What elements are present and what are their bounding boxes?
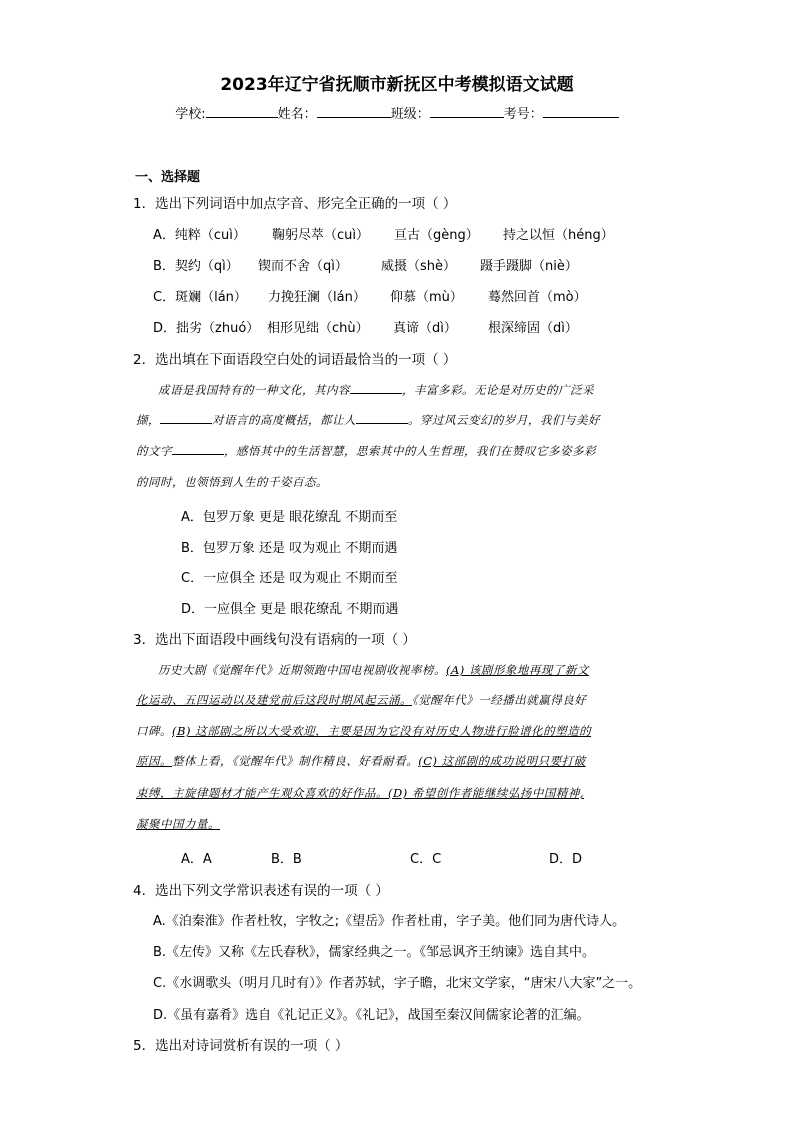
page-title: 2023年辽宁省抚顺市新抚区中考模拟语文试题 xyxy=(220,75,574,95)
name-label: 姓名： xyxy=(277,107,317,122)
q1-option-d-2: 相形见绌（chù） xyxy=(267,321,369,336)
q1-option-d-3: 真谛（dì） xyxy=(393,321,457,336)
q3-option-c: C．C xyxy=(410,852,442,867)
q3-passage-line-6: 凝聚中国力量。 xyxy=(136,817,220,831)
q3-passage-line-2: 化运动、五四运动以及建党前后这段时期风起云涌。《觉醒年代》一经播出就赢得良好 xyxy=(136,693,587,707)
exam-no-blank xyxy=(543,104,619,118)
question-1-stem: 1．选出下列词语中加点字音、形完全正确的一项（ ） xyxy=(133,196,457,212)
q1-option-b-3: 威摄（shè） xyxy=(381,259,457,274)
q2-passage-line-2: 撷， 对语言的高度概括，都让人 。穿过风云变幻的岁月，我们与美好 xyxy=(136,413,600,427)
student-info-line xyxy=(0,103,794,122)
q1-option-c-4: 蓦然回首（mò） xyxy=(488,290,587,305)
q4-option-d: D.《虽有嘉肴》选自《礼记正义》。《礼记》，战国至秦汉间儒家论著的汇编。 xyxy=(153,1008,590,1023)
q1-option-a-3: 亘古（gèng） xyxy=(394,228,479,243)
q3-passage-line-4: 原因。整体上看，《觉醒年代》制作精良、好看耐看。(C) 这部剧的成功说明只要打破 xyxy=(136,754,586,768)
q4-option-c: C.《水调歌头（明月几时有）》作者苏轼，字子瞻，北宋文学家，“唐宋八大家”之一。 xyxy=(153,976,642,991)
q1-option-a-1: A．纯粹（cuì） xyxy=(153,228,246,243)
q1-option-c-1: C．斑斓（lán） xyxy=(153,290,247,305)
q1-option-a-4: 持之以恒（héng） xyxy=(503,228,614,243)
q4-option-b: B.《左传》又称《左氏春秋》，儒家经典之一。《邹忌讽齐王纳谏》选自其中。 xyxy=(153,945,596,960)
school-label: 学校: xyxy=(175,107,206,122)
question-3-stem: 3．选出下面语段中画线句没有语病的一项（ ） xyxy=(133,632,416,648)
q2-option-b: B．包罗万象 还是 叹为观止 不期而遇 xyxy=(181,541,398,556)
passage-blank-2 xyxy=(160,412,212,424)
q1-option-b-4: 蹑手蹑脚（niè） xyxy=(480,259,578,274)
q2-option-d: D．一应俱全 更是 眼花缭乱 不期而遇 xyxy=(181,602,399,617)
q2-option-a: A．包罗万象 更是 眼花缭乱 不期而至 xyxy=(181,510,398,525)
q1-option-a-2: 鞠躬尽萃（cuì） xyxy=(272,228,369,243)
section-heading: 一、选择题 xyxy=(135,170,201,185)
passage-blank-4 xyxy=(172,443,224,455)
q2-option-c: C．一应俱全 还是 叹为观止 不期而至 xyxy=(181,571,398,586)
q3-passage-line-1: 历史大剧《觉醒年代》近期领跑中国电视剧收视率榜。(A) 该剧形象地再现了新文 xyxy=(158,663,589,677)
q3-option-b: B．B xyxy=(271,852,302,867)
q3-passage-line-5: 束缚，主旋律题材才能产生观众喜欢的好作品。(D) 希望创作者能继续弘扬中国精神, xyxy=(136,786,585,800)
q3-option-a: A．A xyxy=(181,852,212,867)
q4-option-a: A.《泊秦淮》作者杜牧，字牧之;《望岳》作者杜甫，字子美。他们同为唐代诗人。 xyxy=(153,914,626,929)
school-blank xyxy=(206,104,278,118)
q1-option-d-4: 根深缔固（dì） xyxy=(488,321,578,336)
question-2-stem: 2．选出填在下面语段空白处的词语最恰当的一项（ ） xyxy=(133,352,457,368)
q1-option-b-2: 锲而不舍（qì） xyxy=(258,259,348,274)
passage-blank-3 xyxy=(356,412,408,424)
q1-option-d-1: D．拙劣（zhuó） xyxy=(153,321,260,336)
class-blank xyxy=(430,104,504,118)
q2-passage-line-3: 的文字 ，感悟其中的生活智慧，思索其中的人生哲理，我们在赞叹它多姿多彩 xyxy=(136,444,596,458)
question-5-stem: 5．选出对诗词赏析有误的一项（ ） xyxy=(133,1038,349,1054)
name-blank xyxy=(317,104,391,118)
q1-option-c-2: 力挽狂澜（lán） xyxy=(268,290,366,305)
question-4-stem: 4．选出下列文学常识表述有误的一项（ ） xyxy=(133,883,389,899)
class-label: 班级： xyxy=(390,107,430,122)
q3-option-d: D．D xyxy=(549,852,583,867)
exam-no-label: 考号： xyxy=(503,107,543,122)
q1-option-c-3: 仰慕（mù） xyxy=(390,290,463,305)
q2-passage-line-1: 成语是我国特有的一种文化，其内容 ，丰富多彩。无论是对历史的广泛采 xyxy=(158,383,594,397)
q2-passage-line-4: 的同时，也领悟到人生的千姿百态。 xyxy=(136,475,328,489)
q3-passage-line-3: 口碑。(B) 这部剧之所以大受欢迎，主要是因为它没有对历史人物进行脸谱化的塑造的 xyxy=(136,724,592,738)
q1-option-b-1: B．契约（qì） xyxy=(153,259,239,274)
passage-blank-1 xyxy=(350,382,402,394)
